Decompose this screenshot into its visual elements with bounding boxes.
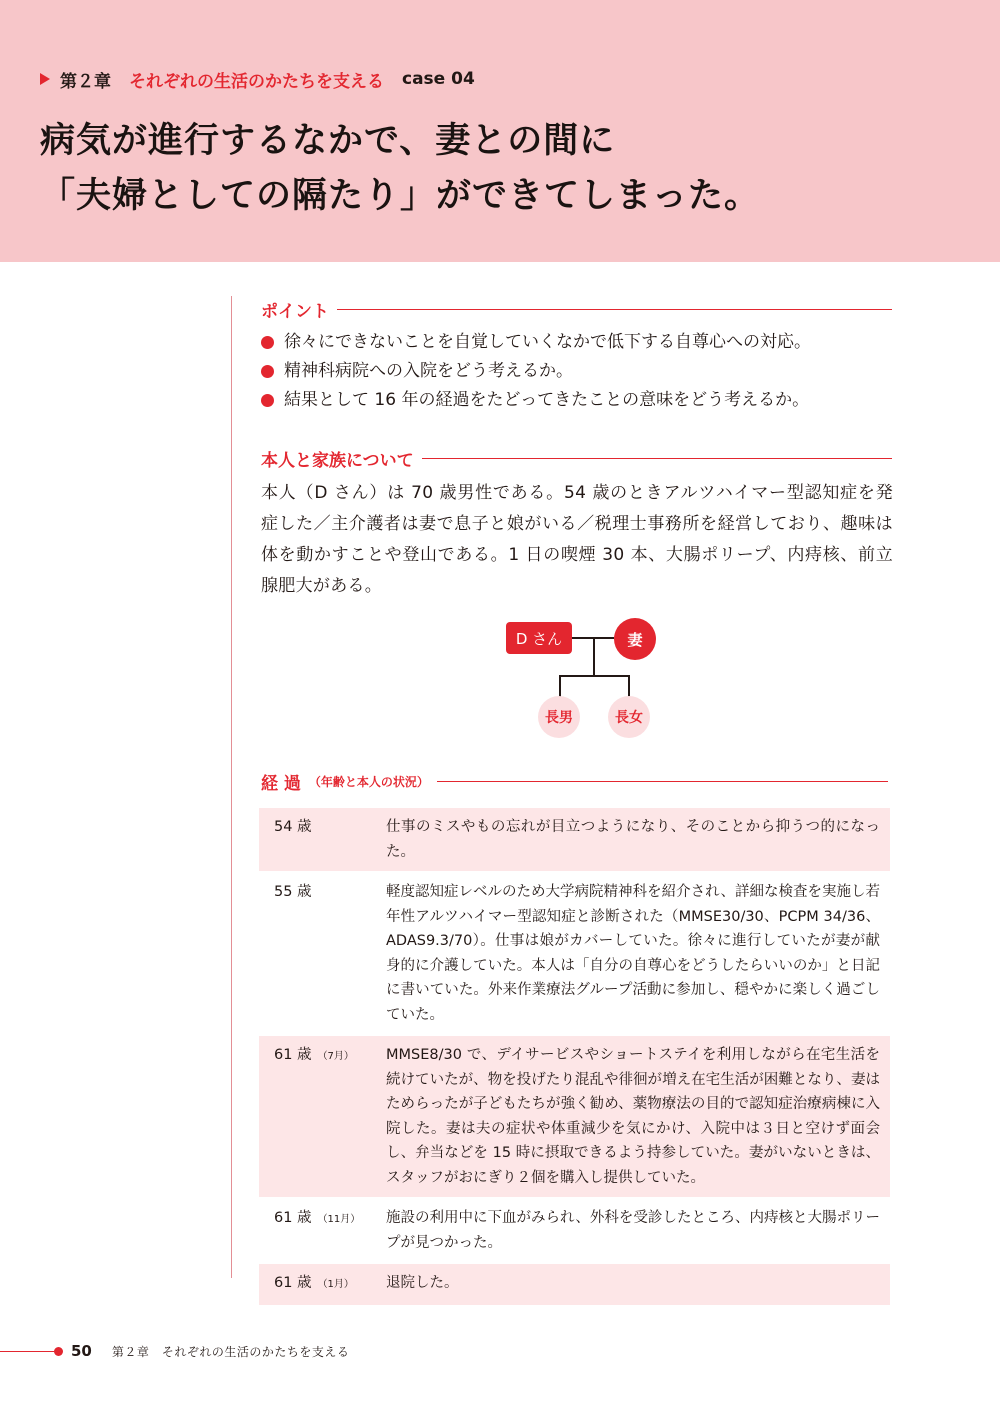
list-item <box>261 328 891 357</box>
description-cell: 退院した。 <box>386 1275 459 1291</box>
bullet-icon <box>261 365 274 378</box>
chapter-title: それぞれの生活のかたちを支える <box>129 71 384 92</box>
table-row <box>259 873 890 1034</box>
page-footer <box>0 1338 1000 1364</box>
age: 61 歳 <box>274 1275 312 1291</box>
age-cell <box>259 1271 386 1298</box>
description-cell: 軽度認知症レベルのため大学病院精神科を紹介され、詳細な検査を実施し若年性アルツハイマー型認知症と診断された（MMSE30/30、PCPM 34/36、ADAS9.3/70）。仕事は娘がカバーしていた。徐々に進行していたが妻が献身的に介護していた。本人は「自分の自尊心をどうしたらいいのか」と日記に書いていた。外来作業療法グループ活動に参加し、穏やかに楽しく過ごしていた。 <box>386 884 880 1023</box>
points-list <box>261 328 891 415</box>
month: （1月） <box>317 1279 354 1290</box>
child-line <box>628 675 630 697</box>
patient-node: D さん <box>506 622 572 654</box>
case-number: case 04 <box>402 69 475 89</box>
course-table <box>259 808 890 1307</box>
sibling-line <box>559 675 629 677</box>
age-cell <box>259 1206 386 1255</box>
margin-rule <box>231 296 232 1278</box>
age-cell <box>259 880 386 1027</box>
footer-dot-icon <box>54 1347 63 1356</box>
point-text: 結果として 16 年の経過をたどってきたことの意味をどう考えるか。 <box>284 390 810 410</box>
descent-line <box>593 638 595 676</box>
point-text: 徐々にできないことを自覚していくなかで低下する自尊心への対応。 <box>284 332 811 352</box>
page-number: 50 <box>71 1342 92 1360</box>
description-cell: 仕事のミスやもの忘れが目立つようになり、そのことから抑うつ的になった。 <box>386 819 880 860</box>
month: （11月） <box>317 1214 361 1225</box>
heading-rule <box>437 781 888 782</box>
son-node: 長男 <box>538 696 580 738</box>
description-cell: MMSE8/30 で、デイサービスやショートステイを利用しながら在宅生活を続けていたが、物を投げたり混乱や徘徊が増え在宅生活が困難となり、妻はためらったが子どもたちが強く勧め、薬物療法の目的で認知症治療病棟に入院した。妻は夫の症状や体重減少を気にかけ、入院中は３日と空けず面会し、弁当などを 15 時に摂取できるよう持参していた。妻がいないときは、スタッフがおにぎり２個を購入し提供していた。 <box>386 1047 880 1186</box>
age: 61 歳 <box>274 1047 312 1063</box>
page-title <box>40 114 760 224</box>
family-tree <box>480 612 680 742</box>
age: 54 歳 <box>274 819 312 835</box>
list-item <box>261 386 891 415</box>
heading-rule <box>337 309 892 310</box>
chapter-number: 第２章 <box>60 71 111 92</box>
daughter-node: 長女 <box>608 696 650 738</box>
title-line-2: 「夫婦としての隔たり」ができてしまった。 <box>40 176 761 216</box>
triangle-marker-icon <box>40 73 50 85</box>
course-heading <box>261 769 888 794</box>
footer-rule <box>0 1351 54 1352</box>
family-heading-label: 本人と家族について <box>261 451 414 471</box>
table-row <box>259 1264 890 1305</box>
age: 61 歳 <box>274 1210 312 1226</box>
points-heading-label: ポイント <box>261 302 329 322</box>
child-line <box>559 675 561 697</box>
bullet-icon <box>261 394 274 407</box>
title-line-1: 病気が進行するなかで、妻との間に <box>40 121 616 161</box>
points-heading <box>261 297 892 322</box>
footer-chapter: 第２章 それぞれの生活のかたちを支える <box>111 1344 350 1359</box>
age-cell <box>259 815 386 864</box>
point-text: 精神科病院への入院をどう考えるか。 <box>284 361 573 381</box>
description-cell: 施設の利用中に下血がみられ、外科を受診したところ、内痔核と大腸ポリープが見つかった。 <box>386 1210 880 1251</box>
table-row <box>259 1036 890 1197</box>
family-heading <box>261 446 892 471</box>
bullet-icon <box>261 336 274 349</box>
heading-rule <box>422 458 892 459</box>
family-description: 本人（D さん）は 70 歳男性である。54 歳のときアルツハイマー型認知症を発症した／主介護者は妻で息子と娘がいる／税理士事務所を経営しており、趣味は体を動かすことや登山である。1 日の喫煙 30 本、大腸ポリープ、内痔核、前立腺肥大がある。 <box>261 483 893 596</box>
chapter-line <box>40 66 475 92</box>
course-heading-label: 経 過 <box>261 774 301 794</box>
age: 55 歳 <box>274 884 312 900</box>
age-cell <box>259 1043 386 1190</box>
spouse-node: 妻 <box>614 618 656 660</box>
table-row <box>259 808 890 871</box>
table-row <box>259 1199 890 1262</box>
month: （7月） <box>317 1051 354 1062</box>
list-item <box>261 357 891 386</box>
course-heading-sub: （年齢と本人の状況） <box>308 775 429 789</box>
